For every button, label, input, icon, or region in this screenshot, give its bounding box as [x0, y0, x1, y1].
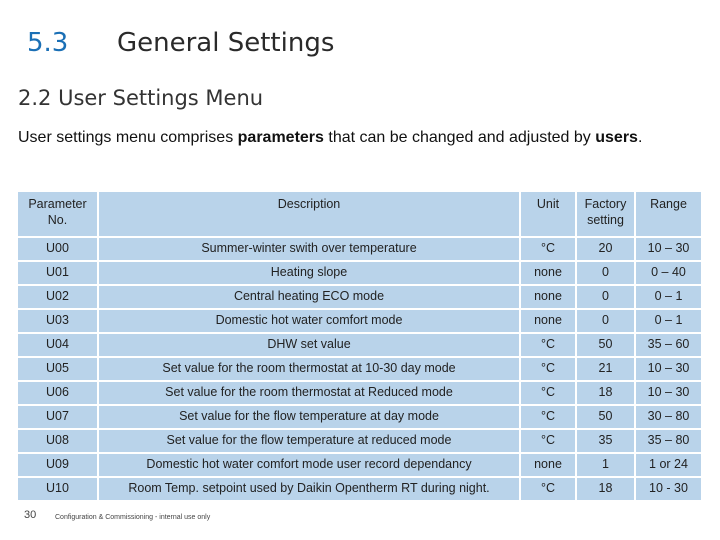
cell-description: Central heating ECO mode: [98, 285, 520, 309]
cell-range: 10 – 30: [635, 381, 701, 405]
table-row: [18, 309, 701, 333]
cell-factory: 18: [576, 381, 635, 405]
cell-unit: °C: [520, 405, 576, 429]
cell-factory: 50: [576, 405, 635, 429]
cell-unit: °C: [520, 333, 576, 357]
cell-description: DHW set value: [98, 333, 520, 357]
cell-unit: °C: [520, 381, 576, 405]
table-header-row: [18, 192, 701, 237]
table-row: [18, 381, 701, 405]
table-row: [18, 453, 701, 477]
cell-factory: 18: [576, 477, 635, 501]
cell-description: Set value for the flow temperature at reduced mode: [98, 429, 520, 453]
cell-param-no: U05: [18, 357, 98, 381]
cell-unit: none: [520, 309, 576, 333]
table-row: [18, 333, 701, 357]
cell-unit: °C: [520, 237, 576, 261]
cell-range: 0 – 1: [635, 309, 701, 333]
section-title: General Settings: [117, 28, 335, 58]
cell-unit: none: [520, 261, 576, 285]
cell-unit: none: [520, 453, 576, 477]
user-settings-table: [18, 192, 701, 502]
cell-range: 0 – 40: [635, 261, 701, 285]
cell-description: Room Temp. setpoint used by Daikin Opentherm RT during night.: [98, 477, 520, 501]
cell-range: 30 – 80: [635, 405, 701, 429]
table-row: [18, 285, 701, 309]
intro-text: .: [637, 129, 643, 146]
cell-param-no: U06: [18, 381, 98, 405]
table-row: [18, 477, 701, 501]
cell-description: Set value for the room thermostat at 10-30 day mode: [98, 357, 520, 381]
cell-param-no: U03: [18, 309, 98, 333]
cell-unit: °C: [520, 357, 576, 381]
cell-range: 0 – 1: [635, 285, 701, 309]
cell-range: 10 - 30: [635, 477, 701, 501]
cell-param-no: U08: [18, 429, 98, 453]
table-row: [18, 237, 701, 261]
cell-param-no: U04: [18, 333, 98, 357]
cell-description: Set value for the flow temperature at day mode: [98, 405, 520, 429]
cell-unit: °C: [520, 477, 576, 501]
cell-range: 10 – 30: [635, 237, 701, 261]
header-unit: Unit: [520, 192, 576, 237]
cell-param-no: U10: [18, 477, 98, 501]
cell-description: Set value for the room thermostat at Reduced mode: [98, 381, 520, 405]
page-number: 30: [24, 509, 37, 521]
table-row: [18, 429, 701, 453]
cell-param-no: U09: [18, 453, 98, 477]
cell-factory: 0: [576, 309, 635, 333]
cell-unit: °C: [520, 429, 576, 453]
cell-factory: 20: [576, 237, 635, 261]
intro-paragraph: [18, 128, 698, 148]
cell-factory: 21: [576, 357, 635, 381]
cell-range: 35 – 60: [635, 333, 701, 357]
cell-unit: none: [520, 285, 576, 309]
cell-param-no: U07: [18, 405, 98, 429]
cell-factory: 1: [576, 453, 635, 477]
header-range: Range: [635, 192, 701, 237]
table-row: [18, 261, 701, 285]
intro-text: that can be changed and adjusted by: [323, 129, 596, 146]
intro-bold-parameters: parameters: [237, 129, 324, 146]
table-row: [18, 357, 701, 381]
header-description: Description: [98, 192, 520, 237]
cell-range: 1 or 24: [635, 453, 701, 477]
cell-description: Domestic hot water comfort mode: [98, 309, 520, 333]
intro-bold-users: users: [595, 129, 638, 146]
footer-note: Configuration & Commissioning - internal use only: [55, 514, 211, 521]
cell-param-no: U02: [18, 285, 98, 309]
cell-description: Heating slope: [98, 261, 520, 285]
cell-description: Domestic hot water comfort mode user record dependancy: [98, 453, 520, 477]
cell-factory: 0: [576, 261, 635, 285]
header-parameter-no: Parameter No.: [18, 192, 98, 237]
cell-factory: 35: [576, 429, 635, 453]
cell-param-no: U01: [18, 261, 98, 285]
cell-description: Summer-winter swith over temperature: [98, 237, 520, 261]
cell-param-no: U00: [18, 237, 98, 261]
header-factory-setting: Factory setting: [576, 192, 635, 237]
cell-factory: 50: [576, 333, 635, 357]
section-number: 5.3: [27, 28, 69, 58]
cell-factory: 0: [576, 285, 635, 309]
intro-text: User settings menu comprises: [18, 129, 238, 146]
cell-range: 35 – 80: [635, 429, 701, 453]
table-row: [18, 405, 701, 429]
cell-range: 10 – 30: [635, 357, 701, 381]
subheading: 2.2 User Settings Menu: [18, 86, 264, 110]
